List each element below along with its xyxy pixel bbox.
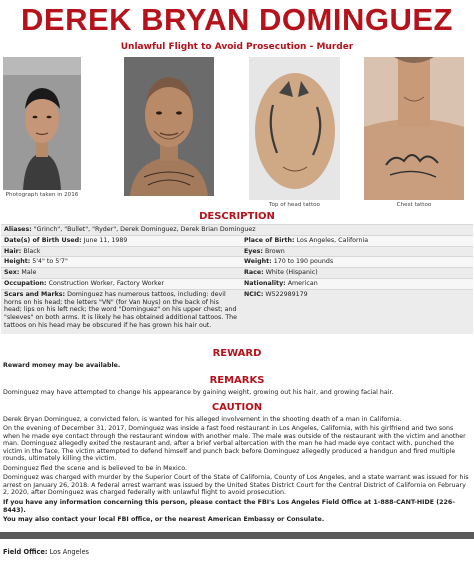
remarks-heading: REMARKS: [209, 375, 265, 386]
aliases-value: "Grinch", "Bullet", "Ryder", Derek Dominguez, Derek Brian Dominguez: [33, 226, 256, 233]
dob-label: Date(s) of Birth Used:: [4, 236, 82, 244]
sex-label: Sex:: [4, 269, 20, 277]
sex-value: Male: [21, 269, 37, 277]
fugitive-name: DEREK BRYAN DOMINGUEZ: [21, 2, 453, 37]
race-value: White (Hispanic): [265, 269, 318, 277]
ncic-value: W522989179: [265, 290, 308, 298]
height-label: Height:: [4, 258, 31, 266]
weight-value: 170 to 190 pounds: [273, 258, 334, 266]
race-label: Race:: [244, 269, 264, 277]
hair-value: Black: [23, 247, 41, 255]
table-row: [1, 257, 473, 268]
photo-caption: Chest tattoo: [396, 202, 432, 208]
dob-value: June 11, 1989: [83, 236, 128, 244]
scars-label: Scars and Marks:: [4, 290, 66, 298]
occupation-label: Occupation:: [4, 279, 47, 287]
remarks-text: Dominguez may have attempted to change his appearance by gaining weight, growing out his hair, and growing facial hair.: [3, 389, 394, 396]
caution-paragraph-2: On the evening of December 31, 2017, Dominguez was inside a fast food restaurant in Los Angeles, California, with his girlfriend and two sons when he made eye contact through the restaurant window with another male. The male was outside of the restaurant with the victim and another man. Dominguez allegedly exited the restaurant and, after a brief verbal altercation with the man he had made eye contact with, punched the victim in the face. The victim attempted to defend himself and punch back before Dominguez allegedly produced a handgun and fired multiple rounds, ultimately killing the victim.: [3, 425, 466, 463]
ncic-label: NCIC:: [244, 290, 264, 298]
contact-alternate: You may also contact your local FBI office, or the nearest American Embassy or Consulate.: [3, 516, 325, 523]
crime-subtitle: Unlawful Flight to Avoid Prosecution - Murder: [120, 42, 354, 52]
height-value: 5'4" to 5'7": [32, 258, 68, 266]
description-table: [1, 224, 473, 334]
photo-caption: Photograph taken in 2016: [5, 192, 79, 198]
mugshot-photo: [3, 57, 81, 190]
aliases-label: Aliases:: [4, 226, 32, 233]
weight-label: Weight:: [244, 258, 272, 266]
reward-heading: REWARD: [212, 348, 262, 359]
pob-value: Los Angeles, California: [296, 236, 369, 244]
table-row: [1, 246, 473, 257]
caution-paragraph-3: Dominguez fled the scene and is believed to be in Mexico.: [3, 465, 187, 472]
table-row: [1, 268, 473, 279]
eyes-value: Brown: [264, 247, 285, 255]
tattoo-face-photo: [124, 57, 214, 196]
footer-divider: [0, 532, 474, 539]
caution-paragraph-4: Dominguez was charged with murder by the Superior Court of the State of California, County of Los Angeles, and a state warrant was issued for his arrest on January 26, 2018. A federal arrest warrant was issued by the United States District Court for the Central District of California on February 2, 2020, after Dominguez was charged federally with unlawful flight to avoid prosecution.: [3, 474, 469, 497]
caution-heading: CAUTION: [211, 402, 263, 413]
photo-caption: Top of head tattoo: [269, 202, 320, 208]
table-row: [1, 278, 473, 289]
field-office-label: Field Office:: [3, 548, 48, 556]
hair-label: Hair:: [4, 247, 22, 255]
scars-value: Dominguez has numerous tattoos, including: devil horns on his head; the letters "VN" (for Van Nuys) on the back of his head; lips on his left neck; the word "Dominguez" on his upper chest; and "sleeves" on both arms. It is likely he has obtained additional tattoos. The tattoos on his head may be obscured if he has grown his hair out.: [4, 290, 238, 329]
description-heading: DESCRIPTION: [199, 211, 275, 222]
caution-paragraph-1: Derek Bryan Dominguez, a convicted felon, is wanted for his alleged involvement in the shooting death of a man in California.: [3, 416, 402, 423]
head-tattoo-photo: [249, 57, 340, 200]
table-row: [1, 235, 473, 246]
eyes-label: Eyes:: [244, 247, 263, 255]
occupation-value: Construction Worker, Factory Worker: [48, 279, 165, 287]
table-row: [1, 225, 473, 236]
field-office: [3, 548, 89, 556]
contact-info: If you have any information concerning this person, please contact the FBI's Los Angeles Field Office at 1-888-CANT-HIDE (226-8443).: [3, 499, 455, 514]
table-row: [1, 289, 473, 333]
field-office-value: Los Angeles: [49, 548, 89, 556]
chest-tattoo-photo: [364, 57, 464, 200]
reward-text: Reward money may be available.: [3, 362, 121, 369]
nationality-value: American: [287, 279, 318, 287]
pob-label: Place of Birth:: [244, 236, 295, 244]
nationality-label: Nationality:: [244, 279, 286, 287]
